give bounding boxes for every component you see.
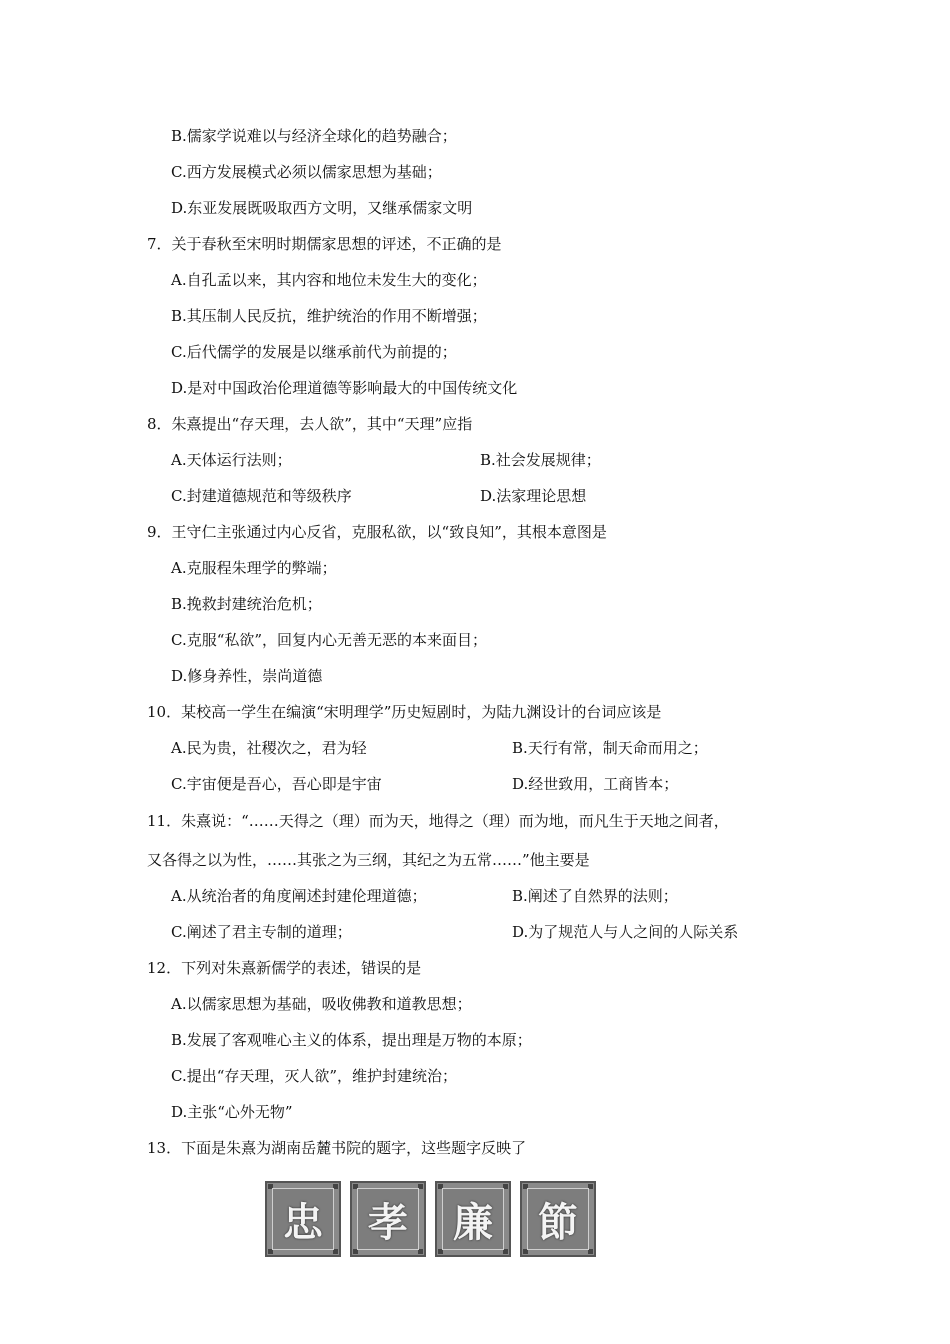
q7-option-b: B.其压制人民反抗，维护统治的作用不断增强； — [171, 307, 487, 325]
plaque-character: 節 — [538, 1198, 578, 1246]
q6-option-b: B.儒家学说难以与经济全球化的趋势融合； — [171, 127, 457, 145]
plaque-character: 孝 — [368, 1198, 408, 1246]
q10-option-a: A.民为贵，社稷次之，君为轻 — [171, 739, 367, 757]
q10-option-d: D.经世致用，工商皆本； — [512, 775, 679, 793]
q9-option-d: D.修身养性，崇尚道德 — [171, 667, 323, 685]
q8-option-a: A.天体运行法则； — [171, 451, 292, 469]
q9-option-c: C.克服“私欲”，回复内心无善无恶的本来面目； — [171, 631, 488, 649]
q6-option-d: D.东亚发展既吸取西方文明，又继承儒家文明 — [171, 199, 473, 217]
q12-option-c: C.提出“存天理，灭人欲”，维护封建统治； — [171, 1067, 458, 1085]
q11-option-d: D.为了规范人与人之间的人际关系 — [512, 923, 739, 941]
q7-option-c: C.后代儒学的发展是以继承前代为前提的； — [171, 343, 457, 361]
q8-option-c: C.封建道德规范和等级秩序 — [171, 487, 352, 505]
q10-stem: 10．某校高一学生在编演“宋明理学”历史短剧时，为陆九渊设计的台词应该是 — [147, 703, 662, 721]
plaque-xiao — [350, 1181, 426, 1257]
q12-option-d: D.主张“心外无物” — [171, 1103, 293, 1121]
q12-option-a: A.以儒家思想为基础，吸收佛教和道教思想； — [171, 995, 472, 1013]
q13-stem: 13．下面是朱熹为湖南岳麓书院的题字，这些题字反映了 — [147, 1139, 527, 1157]
q9-option-a: A.克服程朱理学的弊端； — [171, 559, 337, 577]
plaque-character: 忠 — [283, 1198, 323, 1246]
q9-stem: 9．王守仁主张通过内心反省，克服私欲，以“致良知”，其根本意图是 — [147, 523, 607, 541]
q11-option-b: B.阐述了自然界的法则； — [512, 887, 678, 905]
q7-option-d: D.是对中国政治伦理道德等影响最大的中国传统文化 — [171, 379, 518, 397]
plaque-zhong — [265, 1181, 341, 1257]
q11-option-a: A.从统治者的角度阐述封建伦理道德； — [171, 887, 427, 905]
q12-option-b: B.发展了客观唯心主义的体系，提出理是万物的本原； — [171, 1031, 532, 1049]
q8-option-b: B.社会发展规律； — [480, 451, 601, 469]
q9-option-b: B.挽救封建统治危机； — [171, 595, 322, 613]
plaque-lian — [435, 1181, 511, 1257]
q10-option-b: B.天行有常，制天命而用之； — [512, 739, 708, 757]
q8-option-d: D.法家理论思想 — [480, 487, 587, 505]
calligraphy-plaques — [265, 1181, 596, 1257]
q7-option-a: A.自孔孟以来，其内容和地位未发生大的变化； — [171, 271, 487, 289]
plaque-jie — [520, 1181, 596, 1257]
q11-stem-continued: 又各得之以为性，……其张之为三纲，其纪之为五常……”他主要是 — [147, 851, 590, 869]
q6-option-c: C.西方发展模式必须以儒家思想为基础； — [171, 163, 442, 181]
plaque-character: 廉 — [453, 1198, 493, 1246]
q12-stem: 12．下列对朱熹新儒学的表述，错误的是 — [147, 959, 422, 977]
q11-stem: 11．朱熹说：“……天得之（理）而为天，地得之（理）而为地，而凡生于天地之间者， — [147, 812, 729, 830]
q10-option-c: C.宇宙便是吾心，吾心即是宇宙 — [171, 775, 382, 793]
q8-stem: 8．朱熹提出“存天理，去人欲”，其中“天理”应指 — [147, 415, 473, 433]
q11-option-c: C.阐述了君主专制的道理； — [171, 923, 352, 941]
q7-stem: 7．关于春秋至宋明时期儒家思想的评述，不正确的是 — [147, 235, 502, 253]
